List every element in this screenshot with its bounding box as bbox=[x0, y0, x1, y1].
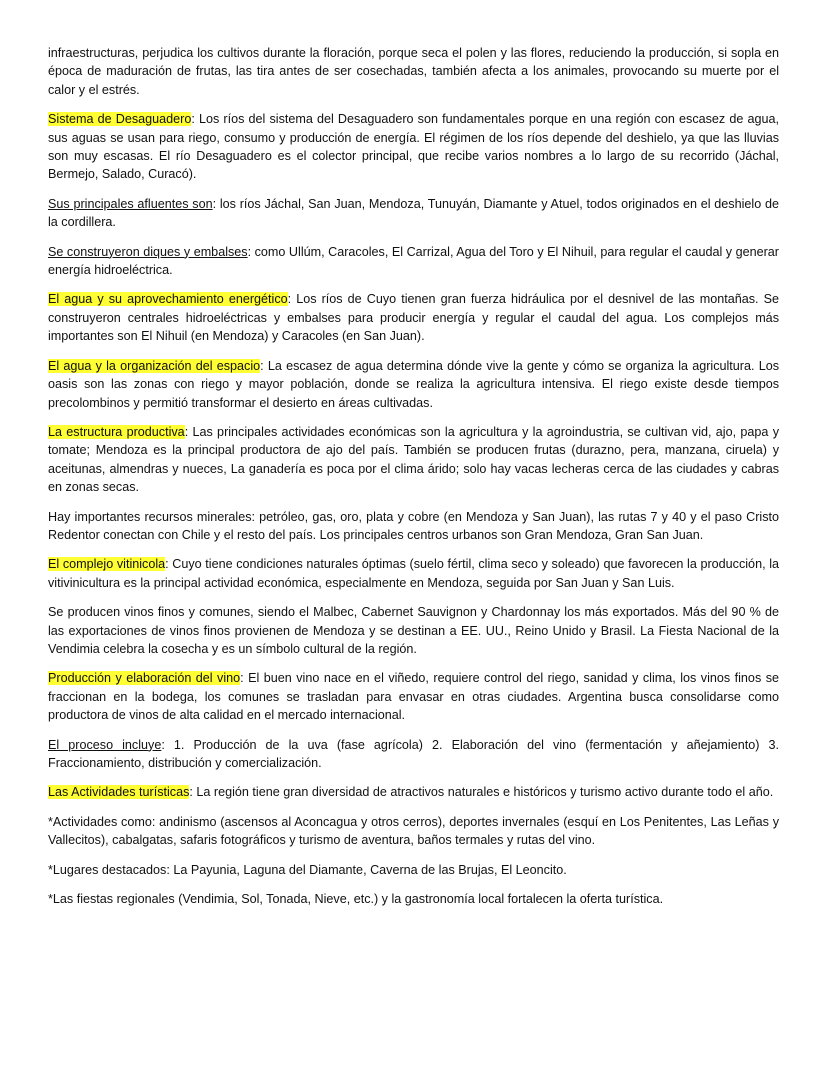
paragraph-energia bbox=[48, 290, 779, 345]
paragraph-text: *Las fiestas regionales (Vendimia, Sol, Tonada, Nieve, etc.) y la gastronomía local fortalecen la oferta turística. bbox=[48, 892, 664, 907]
paragraph-zonda-effects bbox=[48, 44, 779, 99]
paragraph-afluentes bbox=[48, 195, 779, 232]
paragraph-text: : El buen vino nace en el viñedo, requiere control del riego, sanidad y clima, los vinos finos se fraccionan en la bodega, los comunes se trasladan para envasar en otras ciudades. Argentina busca consolidarse como productora de vinos de alta calidad en el mercado internacional. bbox=[48, 671, 779, 723]
underlined-heading: Se construyeron diques y embalses bbox=[48, 244, 248, 259]
paragraph-text: : como Ullúm, Caracoles, El Carrizal, Agua del Toro y El Nihuil, para regular el caudal y generar energía hidroeléctrica. bbox=[48, 244, 779, 278]
highlighted-heading: Producción y elaboración del vino bbox=[48, 671, 241, 686]
paragraph-text: : La región tiene gran diversidad de atractivos naturales e históricos y turismo activo durante todo el año. bbox=[189, 785, 774, 800]
paragraph-vinos-exportacion bbox=[48, 603, 779, 658]
paragraph-actividades bbox=[48, 813, 779, 850]
paragraph-diques bbox=[48, 243, 779, 280]
document-page bbox=[48, 44, 779, 919]
highlighted-heading: El complejo vitinicola bbox=[48, 557, 166, 572]
paragraph-proceso bbox=[48, 736, 779, 773]
paragraph-text: : La escasez de agua determina dónde vive la gente y cómo se organiza la agricultura. Los oasis son las zonas con riego y mayor población, donde se realiza la agricultura intensiva. El riego existe desde tiempos precolombinos y permitió transformar el desierto en áreas cultivadas. bbox=[48, 358, 780, 410]
paragraph-fiestas bbox=[48, 890, 779, 908]
paragraph-text: Se producen vinos finos y comunes, siendo el Malbec, Cabernet Sauvignon y Chardonnay los más exportados. Más del 90 % de las exportaciones de vinos finos provienen de Mendoza y se destinan a EE. UU., Reino Unido y Brasil. La Fiesta Nacional de la Vendimia celebra la cosecha y es un símbolo cultural de la región. bbox=[48, 605, 779, 656]
paragraph-turismo bbox=[48, 783, 779, 801]
paragraph-text: : Los ríos del sistema del Desaguadero son fundamentales porque en una región con escasez de agua, sus aguas se usan para riego, consumo y producción de energía. El régimen de los ríos depende del deshielo, ya que las lluvias son muy escasas. El río Desaguadero es el colector principal, que recibe varios nombres a lo largo de su recorrido (Jáchal, Bermejo, Salado, Curacó). bbox=[48, 112, 779, 182]
paragraph-estructura-productiva bbox=[48, 423, 779, 497]
highlighted-heading: Sistema de Desaguadero bbox=[48, 112, 192, 127]
paragraph-text: Hay importantes recursos minerales: petróleo, gas, oro, plata y cobre (en Mendoza y San Juan), las rutas 7 y 40 y el paso Cristo Redentor conectan con Chile y el resto del país. Los principales centros urbanos son Gran Mendoza, Gran San Juan. bbox=[48, 509, 779, 542]
paragraph-text: *Actividades como: andinismo (ascensos al Aconcagua y otros cerros), deportes invernales (esquí en Los Penitentes, Las Leñas y Vallecitos), cabalgatas, safaris fotográficos y turismo de aventura, baños termales y rutas del vino. bbox=[48, 814, 779, 848]
paragraph-text: : Las principales actividades económicas son la agricultura y la agroindustria, se cultivan vid, ajo, papa y tomate; Mendoza es la principal productora de ajo del país. También se producen frutas (durazno, pera, manzana, ciruela) y aceitunas, almendras y nueces, La ganadería es poca por el clima árido; solo hay vacas lecheras cerca de las ciudades y cabras en zonas secas. bbox=[48, 424, 779, 495]
paragraph-text: *Lugares destacados: La Payunia, Laguna del Diamante, Caverna de las Brujas, El Leoncito. bbox=[48, 862, 567, 877]
paragraph-text: : los ríos Jáchal, San Juan, Mendoza, Tunuyán, Diamante y Atuel, todos originados en el deshielo de la cordillera. bbox=[48, 196, 779, 230]
paragraph-text: infraestructuras, perjudica los cultivos durante la floración, porque seca el polen y las flores, reduciendo la producción, si sopla en época de maduración de frutas, las tira antes de ser cosechadas, también afecta a los animales, provocando su muerte por el calor y el estrés. bbox=[48, 46, 779, 97]
paragraph-complejo-vitinicola bbox=[48, 555, 779, 592]
paragraph-organizacion-espacio bbox=[48, 357, 779, 412]
paragraph-text: : Cuyo tiene condiciones naturales óptimas (suelo fértil, clima seco y soleado) que favorecen la producción, la vitivinicultura es la principal actividad económica, especialmente en Mendoza, seguida por San Juan y San Luis. bbox=[48, 557, 779, 590]
highlighted-heading: El agua y la organización del espacio bbox=[48, 358, 261, 373]
paragraph-text: : 1. Producción de la uva (fase agrícola) 2. Elaboración del vino (fermentación y añejamiento) 3. Fraccionamiento, distribución y comercialización. bbox=[48, 737, 779, 770]
paragraph-produccion-vino bbox=[48, 669, 779, 724]
paragraph-text: : Los ríos de Cuyo tienen gran fuerza hidráulica por el desnivel de las montañas. Se construyeron centrales hidroeléctricas y embalses para producir energía y regular el caudal del agua. Los complejos más importantes son El Nihuil (en Mendoza) y Caracoles (en San Juan). bbox=[48, 292, 779, 344]
highlighted-heading: El agua y su aprovechamiento energético bbox=[48, 292, 288, 307]
paragraph-recursos-minerales bbox=[48, 508, 779, 545]
highlighted-heading: Las Actividades turísticas bbox=[48, 785, 190, 800]
paragraph-lugares bbox=[48, 861, 779, 879]
underlined-heading: Sus principales afluentes son bbox=[48, 196, 213, 211]
underlined-heading: El proceso incluye bbox=[48, 737, 162, 752]
paragraph-desaguadero bbox=[48, 110, 779, 184]
highlighted-heading: La estructura productiva bbox=[48, 424, 185, 439]
